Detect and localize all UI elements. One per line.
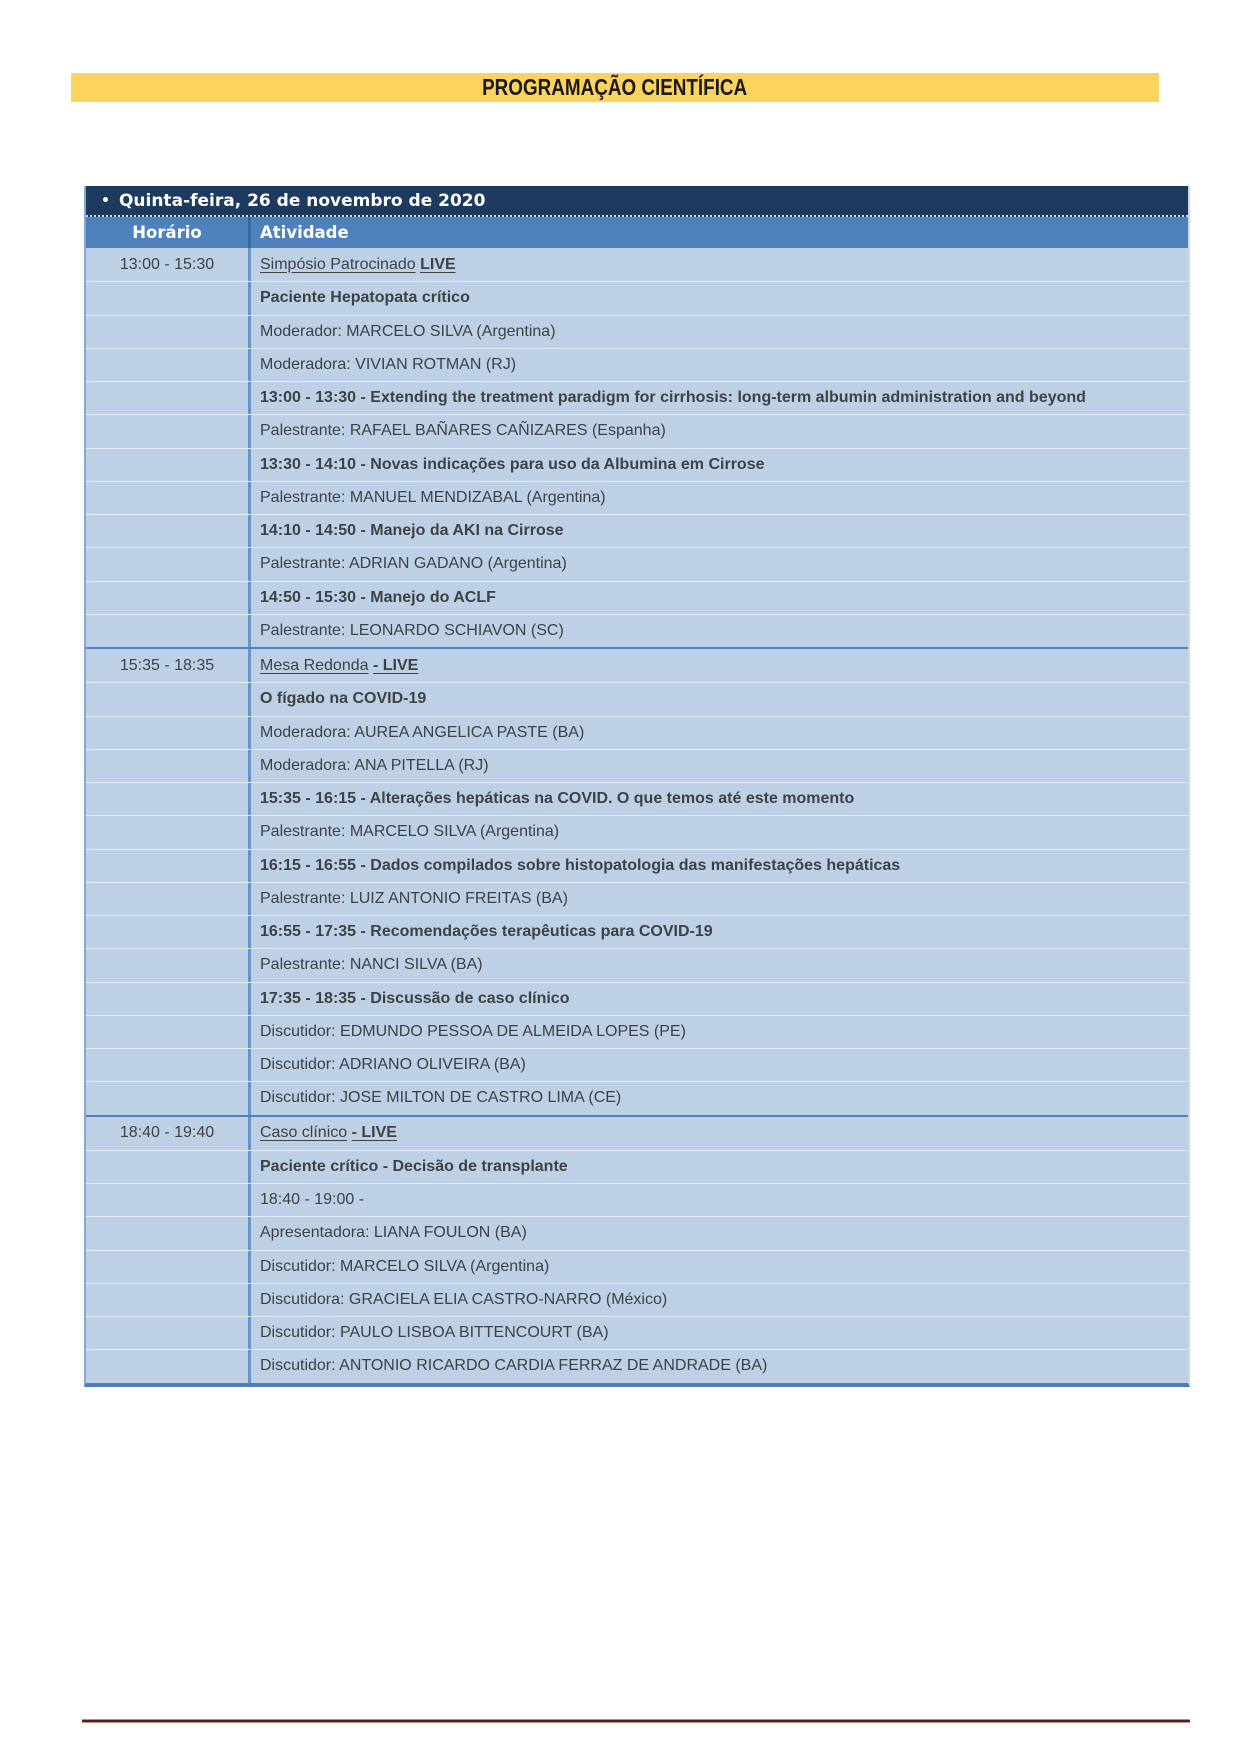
schedule-row (86, 1015, 1188, 1048)
column-header-activity: Atividade (248, 217, 1188, 248)
activity-cell (248, 1117, 1188, 1150)
activity-cell (248, 717, 1188, 749)
activity-text: Paciente crítico - Decisão de transplante (260, 1157, 568, 1175)
activity-text: Moderadora: VIVIAN ROTMAN (RJ) (260, 355, 517, 373)
activity-text: Palestrante: ADRIAN GADANO (Argentina) (260, 555, 567, 573)
schedule-row (86, 248, 1188, 281)
time-cell (86, 1082, 248, 1114)
time-cell (86, 515, 248, 547)
activity-text: 17:35 - 18:35 - Discussão de caso clínico (260, 989, 570, 1007)
schedule-row (86, 716, 1188, 749)
date-header-text: Quinta-feira, 26 de novembro de 2020 (118, 190, 486, 211)
bullet-icon: • (101, 192, 110, 209)
time-cell (86, 850, 248, 882)
activity-cell (248, 1082, 1188, 1114)
activity-cell (248, 248, 1188, 281)
schedule-row (86, 281, 1188, 314)
time-cell (86, 1217, 248, 1249)
schedule-row (86, 1048, 1188, 1081)
schedule-row (86, 414, 1188, 447)
session-title (260, 255, 456, 275)
schedule-row (86, 614, 1188, 647)
activity-text: 18:40 - 19:00 - (260, 1191, 365, 1209)
activity-cell (248, 548, 1188, 580)
session-type-link: Mesa Redonda (260, 656, 369, 674)
schedule-row (86, 1283, 1188, 1316)
time-cell (86, 816, 248, 848)
time-cell (86, 683, 248, 715)
activity-cell (248, 282, 1188, 314)
activity-cell (248, 750, 1188, 782)
activity-cell (248, 1016, 1188, 1048)
date-header-row (86, 186, 1188, 217)
schedule-row (86, 547, 1188, 580)
activity-text: Discutidor: PAULO LISBOA BITTENCOURT (BA) (260, 1324, 609, 1342)
schedule-row (86, 514, 1188, 547)
schedule-row (86, 348, 1188, 381)
schedule-row (86, 849, 1188, 882)
activity-text: Palestrante: MARCELO SILVA (Argentina) (260, 823, 560, 841)
schedule-row (86, 1349, 1188, 1382)
activity-cell (248, 683, 1188, 715)
activity-cell (248, 515, 1188, 547)
column-header-time: Horário (132, 223, 202, 242)
activity-cell (248, 649, 1188, 682)
schedule-row (86, 749, 1188, 782)
schedule-block (86, 1115, 1188, 1383)
activity-cell (248, 1217, 1188, 1249)
activity-cell (248, 615, 1188, 647)
session-type-link: - LIVE (351, 1124, 397, 1142)
activity-cell (248, 983, 1188, 1015)
time-cell (86, 316, 248, 348)
activity-cell (248, 783, 1188, 815)
activity-cell (248, 916, 1188, 948)
time-cell (86, 382, 248, 414)
time-cell (86, 717, 248, 749)
activity-text: 15:35 - 16:15 - Alterações hepáticas na COVID. O que temos até este momento (260, 790, 855, 808)
activity-text: 14:50 - 15:30 - Manejo do ACLF (260, 588, 496, 606)
activity-cell (248, 816, 1188, 848)
activity-text: Discutidor: ADRIANO OLIVEIRA (BA) (260, 1056, 526, 1074)
activity-text: Palestrante: NANCI SILVA (BA) (260, 956, 483, 974)
footer-rule (82, 1719, 1190, 1723)
session-type-link: Simpósio Patrocinado (260, 255, 416, 273)
activity-text: Palestrante: LEONARDO SCHIAVON (SC) (260, 621, 564, 639)
schedule-row (86, 915, 1188, 948)
activity-cell (248, 850, 1188, 882)
time-cell (86, 949, 248, 981)
activity-cell (248, 349, 1188, 381)
time-cell: 15:35 - 18:35 (119, 656, 215, 674)
activity-text: Discutidor: EDMUNDO PESSOA DE ALMEIDA LOPES (PE) (260, 1022, 686, 1040)
activity-text: Discutidor: MARCELO SILVA (Argentina) (260, 1257, 550, 1275)
activity-cell (248, 1251, 1188, 1283)
schedule-row (86, 649, 1188, 682)
activity-cell (248, 415, 1188, 447)
activity-text: Discutidora: GRACIELA ELIA CASTRO-NARRO (México) (260, 1290, 668, 1308)
session-title (260, 656, 418, 676)
time-cell (86, 1317, 248, 1349)
time-cell (86, 548, 248, 580)
time-cell (86, 783, 248, 815)
time-cell (86, 349, 248, 381)
time-cell (86, 1016, 248, 1048)
activity-text: Paciente Hepatopata crítico (260, 289, 470, 307)
time-cell (86, 883, 248, 915)
activity-cell (248, 582, 1188, 614)
schedule-row (86, 448, 1188, 481)
column-header-row (86, 217, 1188, 248)
session-type-link: Caso clínico (260, 1124, 348, 1142)
activity-text: Discutidor: JOSE MILTON DE CASTRO LIMA (CE) (260, 1089, 622, 1107)
time-cell (86, 1049, 248, 1081)
activity-cell (248, 316, 1188, 348)
schedule-row (86, 1117, 1188, 1150)
schedule-row (86, 782, 1188, 815)
page-title: PROGRAMAÇÃO CIENTÍFICA (482, 74, 748, 100)
activity-text: O fígado na COVID-19 (260, 690, 427, 708)
activity-cell (248, 482, 1188, 514)
schedule-row (86, 815, 1188, 848)
session-type-link: - LIVE (372, 656, 419, 674)
time-cell (86, 750, 248, 782)
schedule-row (86, 1183, 1188, 1216)
time-cell (86, 1184, 248, 1216)
session-title (260, 1123, 397, 1143)
schedule-row (86, 1250, 1188, 1283)
time-cell (86, 615, 248, 647)
activity-cell (248, 1350, 1188, 1382)
activity-text: Moderadora: AUREA ANGELICA PASTE (BA) (260, 723, 585, 741)
activity-text: 16:55 - 17:35 - Recomendações terapêuticas para COVID-19 (260, 923, 713, 941)
activity-cell (248, 1184, 1188, 1216)
time-cell (86, 1350, 248, 1382)
schedule-row (86, 1081, 1188, 1114)
time-cell (86, 282, 248, 314)
activity-text: 13:00 - 13:30 - Extending the treatment paradigm for cirrhosis: long-term albumin administration and beyond (260, 389, 1086, 407)
schedule-block (86, 647, 1188, 1115)
schedule-row (86, 1150, 1188, 1183)
activity-text: Palestrante: LUIZ ANTONIO FREITAS (BA) (260, 889, 568, 907)
schedule-row (86, 315, 1188, 348)
schedule-row (86, 948, 1188, 981)
activity-cell (248, 883, 1188, 915)
schedule-row (86, 682, 1188, 715)
time-cell (86, 1151, 248, 1183)
activity-text: Moderador: MARCELO SILVA (Argentina) (260, 322, 556, 340)
session-type-link: LIVE (420, 255, 456, 273)
schedule-row (86, 1216, 1188, 1249)
schedule-row (86, 1316, 1188, 1349)
activity-cell (248, 1151, 1188, 1183)
program-banner (71, 73, 1159, 102)
schedule-row (86, 481, 1188, 514)
activity-text: Apresentadora: LIANA FOULON (BA) (260, 1224, 527, 1242)
time-cell (86, 449, 248, 481)
time-cell (86, 983, 248, 1015)
activity-text: Discutidor: ANTONIO RICARDO CARDIA FERRAZ DE ANDRADE (BA) (260, 1357, 768, 1375)
schedule-row (86, 381, 1188, 414)
time-cell (86, 415, 248, 447)
schedule-table (84, 186, 1190, 1387)
activity-text: Palestrante: MANUEL MENDIZABAL (Argentina) (260, 488, 606, 506)
activity-cell (248, 949, 1188, 981)
activity-text: 13:30 - 14:10 - Novas indicações para uso da Albumina em Cirrose (260, 455, 765, 473)
schedule-row (86, 581, 1188, 614)
time-cell (86, 582, 248, 614)
time-cell (86, 916, 248, 948)
activity-text: 14:10 - 14:50 - Manejo da AKI na Cirrose (260, 522, 564, 540)
schedule-row (86, 882, 1188, 915)
activity-cell (248, 449, 1188, 481)
time-cell (86, 1284, 248, 1316)
activity-cell (248, 1317, 1188, 1349)
time-cell: 13:00 - 15:30 (119, 255, 215, 273)
schedule-row (86, 982, 1188, 1015)
time-cell (86, 1251, 248, 1283)
activity-text: Moderadora: ANA PITELLA (RJ) (260, 756, 489, 774)
activity-text: Palestrante: RAFAEL BAÑARES CAÑIZARES (Espanha) (260, 422, 666, 440)
time-cell (86, 482, 248, 514)
activity-cell (248, 1284, 1188, 1316)
schedule-block (86, 248, 1188, 647)
activity-cell (248, 382, 1188, 414)
activity-cell (248, 1049, 1188, 1081)
schedule-body (86, 248, 1188, 1383)
activity-text: 16:15 - 16:55 - Dados compilados sobre histopatologia das manifestações hepáticas (260, 856, 901, 874)
time-cell: 18:40 - 19:40 (119, 1124, 215, 1142)
